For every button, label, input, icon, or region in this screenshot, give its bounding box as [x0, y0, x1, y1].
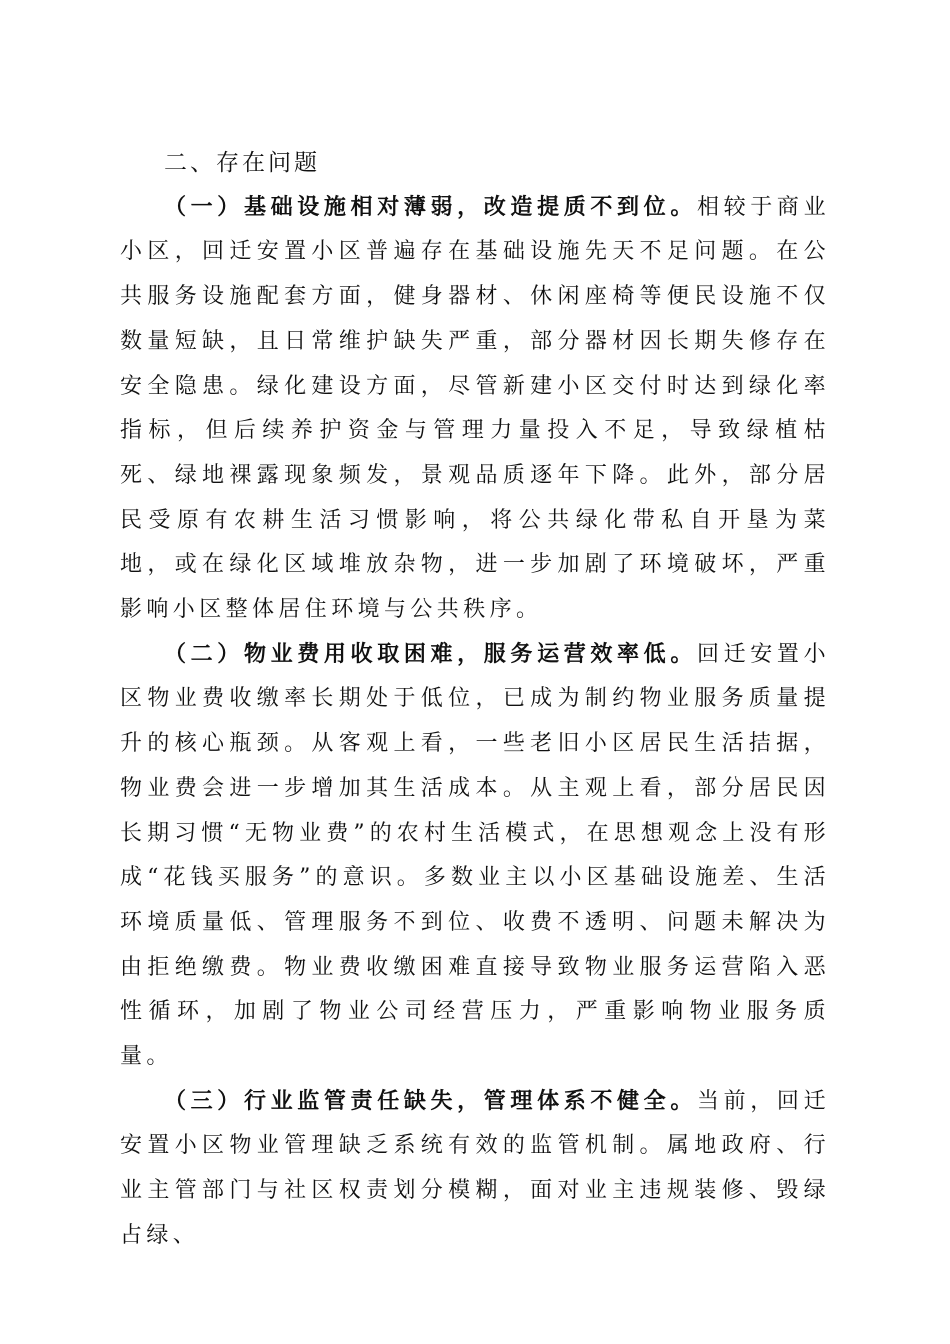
paragraph-property-fees	[120, 633, 830, 1080]
paragraph-lead: （三）行业监管责任缺失，管理体系不健全。	[164, 1088, 697, 1114]
document-body	[120, 141, 830, 1259]
paragraph-supervision	[120, 1080, 830, 1259]
paragraph-text: 相较于商业小区，回迁安置小区普遍存在基础设施先天不足问题。在公共服务设施配套方面，健身器材、休闲座椅等便民设施不仅数量短缺，且日常维护缺失严重，部分器材因长期失修存在安全隐患。绿化建设方面，尽管新建小区交付时达到绿化率指标，但后续养护资金与管理力量投入不足，导致绿植枯死、绿地裸露现象频发，景观品质逐年下降。此外，部分居民受原有农耕生活习惯影响，将公共绿化带私自开垦为菜地，或在绿化区域堆放杂物，进一步加剧了环境破坏，严重影响小区整体居住环境与公共秩序。	[120, 194, 830, 623]
section-heading: 二、存在问题	[164, 150, 320, 176]
paragraph-lead: （一）基础设施相对薄弱，改造提质不到位。	[164, 194, 697, 220]
paragraph-lead: （二）物业费用收取困难，服务运营效率低。	[164, 641, 697, 667]
paragraph-text: 回迁安置小区物业费收缴率长期处于低位，已成为制约物业服务质量提升的核心瓶颈。从客观上看，一些老旧小区居民生活拮据，物业费会进一步增加其生活成本。从主观上看，部分居民因长期习惯“无物业费”的农村生活模式，在思想观念上没有形成“花钱买服务”的意识。多数业主以小区基础设施差、生活环境质量低、管理服务不到位、收费不透明、问题未解决为由拒绝缴费。物业费收缴困难直接导致物业服务运营陷入恶性循环，加剧了物业公司经营压力，严重影响物业服务质量。	[120, 641, 830, 1070]
paragraph-infrastructure	[120, 186, 830, 633]
paragraph-text: 当前，回迁安置小区物业管理缺乏系统有效的监管机制。属地政府、行业主管部门与社区权责划分模糊，面对业主违规装修、毁绿占绿、	[120, 1088, 830, 1248]
